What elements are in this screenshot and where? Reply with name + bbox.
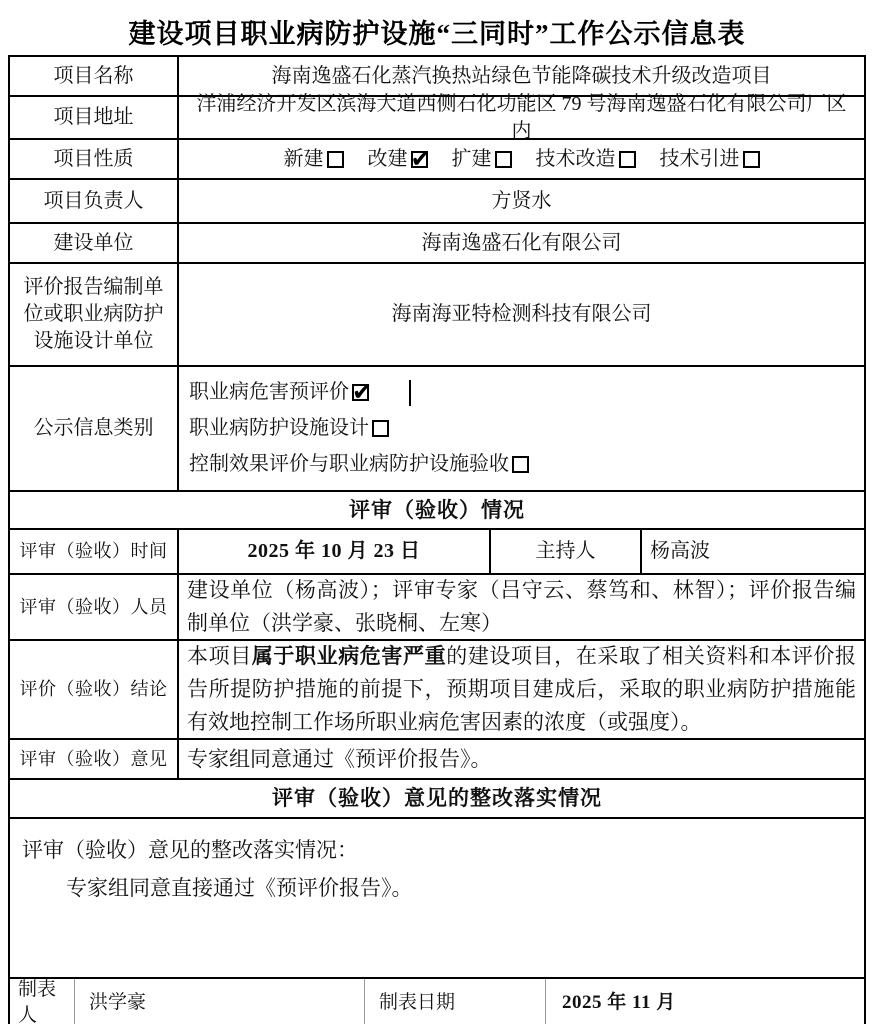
nature-options [187, 146, 856, 173]
info-table [8, 55, 866, 1024]
project-nature-value [177, 140, 864, 178]
table-row [10, 264, 864, 367]
rectification-content-row [10, 819, 864, 979]
category-option-label: 控制效果评价与职业病防护设施验收 [189, 452, 509, 475]
nature-option-rebuild [368, 146, 428, 173]
host-label: 主持人 [489, 530, 640, 573]
date-label: 制表日期 [364, 979, 545, 1024]
category-option-effect-acceptance [189, 451, 529, 478]
project-address-label: 项目地址 [53, 106, 134, 128]
table-row [10, 140, 864, 180]
checkbox-checked[interactable] [411, 151, 428, 168]
table-row [10, 530, 864, 575]
evaluation-unit-label: 评价报告编制单位或职业病防护设施设计单位 [23, 276, 164, 352]
publicity-category-value [177, 367, 864, 490]
review-conclusion-value [177, 641, 864, 738]
category-option-label: 职业病危害预评价 [189, 381, 349, 404]
review-time-value: 2025 年 10 月 23 日 [177, 530, 489, 573]
review-opinion-label: 评审（验收）意见 [19, 748, 168, 769]
nature-option-tech-upgrade [536, 146, 636, 173]
nature-option-label: 扩建 [451, 147, 492, 170]
nature-option-new [284, 146, 344, 173]
date-value: 2025 年 11 月 [545, 979, 864, 1024]
checkbox-unchecked[interactable] [495, 151, 512, 168]
project-leader-value: 方贤水 [177, 180, 864, 222]
checkbox-unchecked[interactable] [327, 151, 344, 168]
review-personnel-label: 评审（验收）人员 [19, 596, 168, 617]
table-row [10, 641, 864, 740]
footer-row [10, 979, 864, 1024]
creator-label: 制表人 [18, 978, 57, 1024]
rectification-header: 评审（验收）意见的整改落实情况 [272, 786, 602, 811]
project-leader-label: 项目负责人 [43, 189, 144, 212]
nature-option-label: 改建 [367, 147, 408, 170]
review-opinion-value: 专家组同意通过《预评价报告》。 [177, 740, 864, 778]
review-personnel-value: 建设单位（杨高波）；评审专家（吕守云、蔡笃和、林智）；评价报告编制单位（洪学豪、张晓桐、左寒） [177, 575, 864, 639]
review-conclusion-label: 评价（验收）结论 [19, 679, 168, 700]
checkbox-unchecked[interactable] [743, 151, 760, 168]
checkbox-unchecked[interactable] [512, 456, 529, 473]
table-row [10, 180, 864, 224]
project-name-value: 海南逸盛石化蒸汽换热站绿色节能降碳技术升级改造项目 [177, 57, 864, 95]
rectification-content [10, 819, 864, 977]
construction-unit-label: 建设单位 [53, 231, 134, 254]
host-value: 杨高波 [640, 530, 864, 573]
table-row [10, 575, 864, 641]
publicity-category-label: 公示信息类别 [33, 417, 154, 439]
category-option-pre-evaluation [189, 379, 411, 406]
conclusion-text [187, 640, 856, 739]
text-cursor [409, 380, 411, 406]
rectification-line1: 评审（验收）意见的整改落实情况： [22, 838, 358, 862]
rectification-header-row [10, 780, 864, 819]
conclusion-bold-phrase: 属于职业病危害严重 [251, 644, 447, 668]
category-option-label: 职业病防护设施设计 [189, 416, 369, 439]
evaluation-unit-value: 海南海亚特检测科技有限公司 [177, 264, 864, 365]
nature-option-tech-import [660, 146, 760, 173]
table-row [10, 92, 864, 142]
conclusion-prefix: 本项目 [187, 644, 252, 668]
nature-option-label: 技术引进 [659, 147, 740, 170]
nature-option-expand [452, 146, 512, 173]
table-row [10, 367, 864, 492]
category-option-facility-design [189, 415, 389, 442]
project-name-label: 项目名称 [53, 64, 134, 87]
table-row [10, 224, 864, 264]
project-address-value: 洋浦经济开发区滨海大道西侧石化功能区 79 号海南逸盛石化有限公司厂区内 [177, 97, 864, 138]
table-row [10, 740, 864, 780]
checkbox-checked[interactable] [352, 384, 369, 401]
page-title: 建设项目职业病防护设施“三同时”工作公示信息表 [128, 19, 746, 49]
project-nature-label: 项目性质 [53, 147, 134, 170]
construction-unit-value: 海南逸盛石化有限公司 [177, 224, 864, 262]
rectification-line2: 专家组同意直接通过《预评价报告》。 [66, 876, 413, 900]
checkbox-unchecked[interactable] [619, 151, 636, 168]
conclusion-suffix: 的建设项目，在采取了相关资料和本评价报告所提防护措施的前提下，预期项目建成后，采取的职业病防护措施能有效地控制工作场所职业病危害因素的浓度（或强度）。 [187, 644, 857, 734]
nature-option-label: 技术改造 [535, 147, 616, 170]
creator-value: 洪学豪 [74, 979, 364, 1024]
review-time-label: 评审（验收）时间 [19, 541, 168, 562]
review-section-header-row [10, 492, 864, 530]
nature-option-label: 新建 [283, 147, 324, 170]
review-section-header: 评审（验收）情况 [349, 497, 525, 522]
checkbox-unchecked[interactable] [372, 420, 389, 437]
